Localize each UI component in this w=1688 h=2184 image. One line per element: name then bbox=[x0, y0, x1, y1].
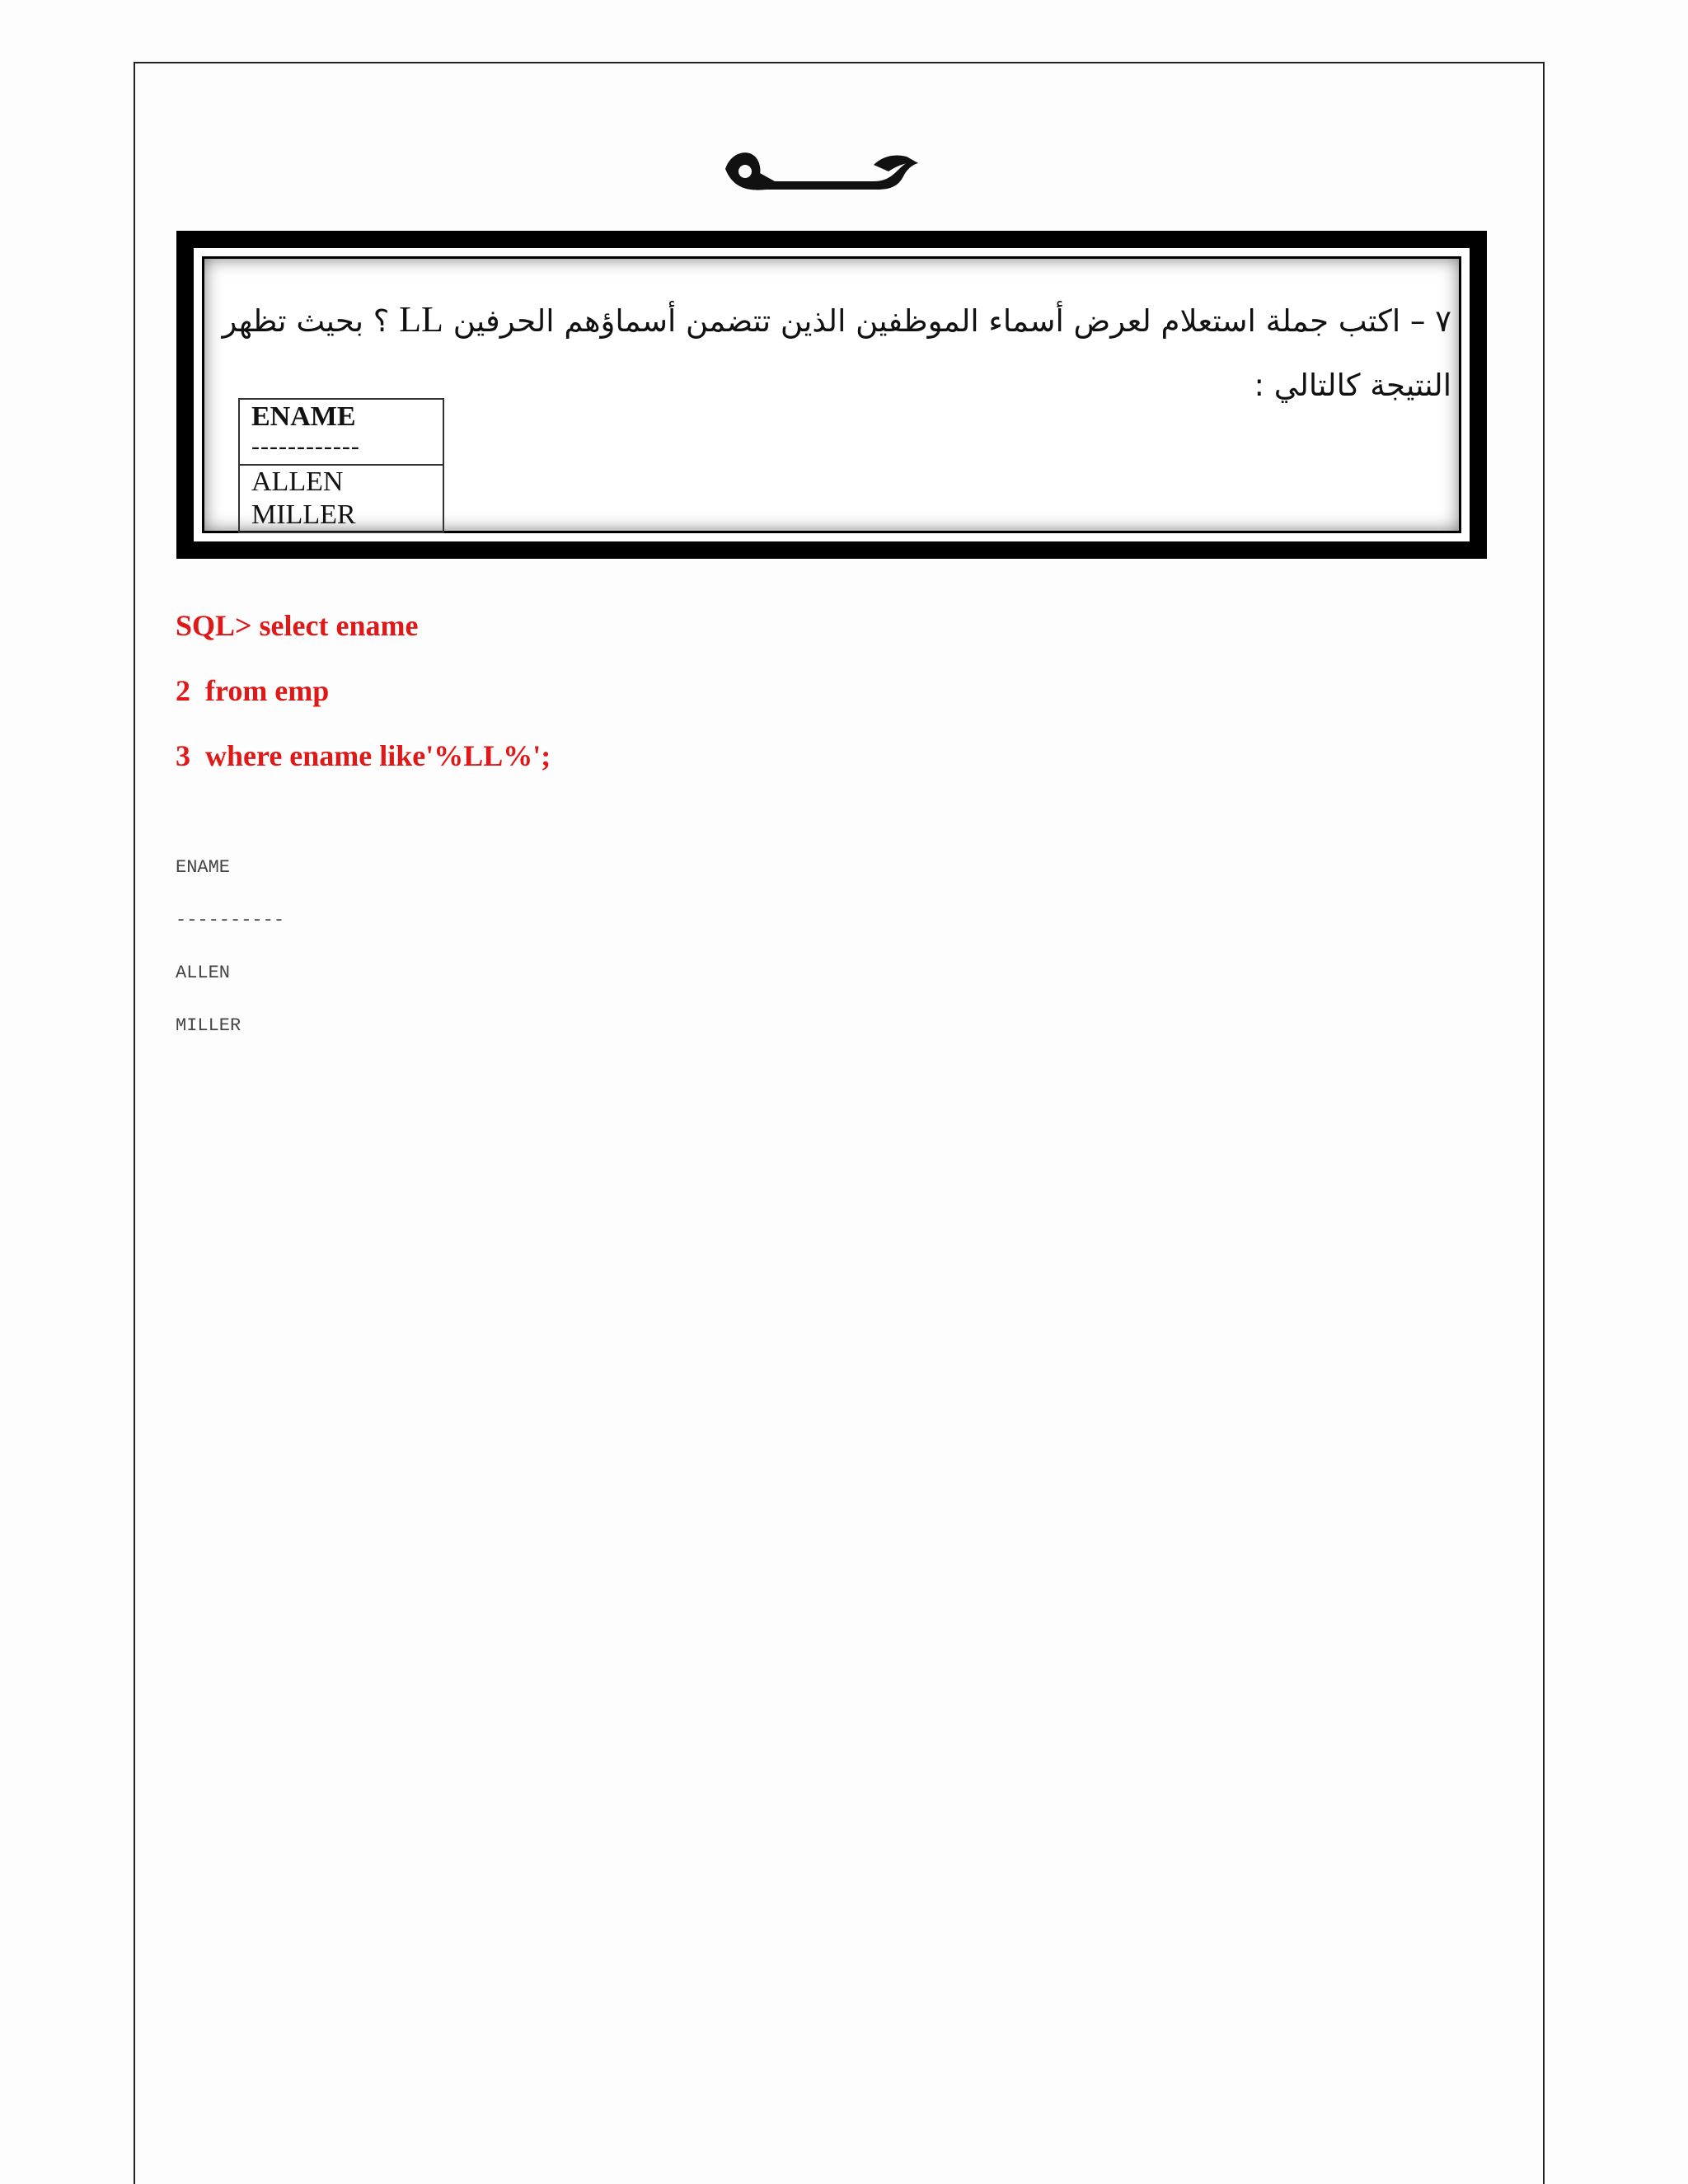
question-box bbox=[176, 231, 1487, 559]
expected-result-rows bbox=[240, 466, 443, 532]
sql-line-from: 2 from emp bbox=[176, 674, 330, 707]
expected-result-row: ALLEN bbox=[251, 466, 344, 497]
question-line-1-start: ٧ – اكتب جملة استعلام لعرض أسماء الموظفين الذين تتضمن أسماؤهم الحرفين bbox=[443, 303, 1451, 339]
question-line-1 bbox=[182, 288, 1451, 354]
question-line-1-end: ؟ بحيث تظهر bbox=[222, 303, 400, 339]
output-line-row: MILLER bbox=[176, 1015, 241, 1036]
expected-result-row: MILLER bbox=[251, 499, 356, 530]
output-line-row: ALLEN bbox=[176, 963, 231, 983]
question-letters-code: LL bbox=[399, 299, 443, 340]
calligraphy-heading-icon bbox=[717, 132, 923, 206]
sql-line-where: 3 where ename like'%LL%'; bbox=[176, 739, 551, 772]
expected-result-header bbox=[240, 400, 443, 466]
question-inner-frame bbox=[191, 246, 1472, 544]
output-line-separator: ---------- bbox=[176, 910, 285, 930]
expected-result-table bbox=[238, 398, 444, 533]
expected-result-separator: ------------ bbox=[251, 433, 360, 460]
sql-line-select: SQL> select ename bbox=[176, 609, 419, 642]
question-line-2: النتيجة كالتالي : bbox=[1254, 368, 1451, 403]
output-line-header: ENAME bbox=[176, 857, 231, 878]
expected-result-column-name: ENAME bbox=[251, 401, 356, 432]
